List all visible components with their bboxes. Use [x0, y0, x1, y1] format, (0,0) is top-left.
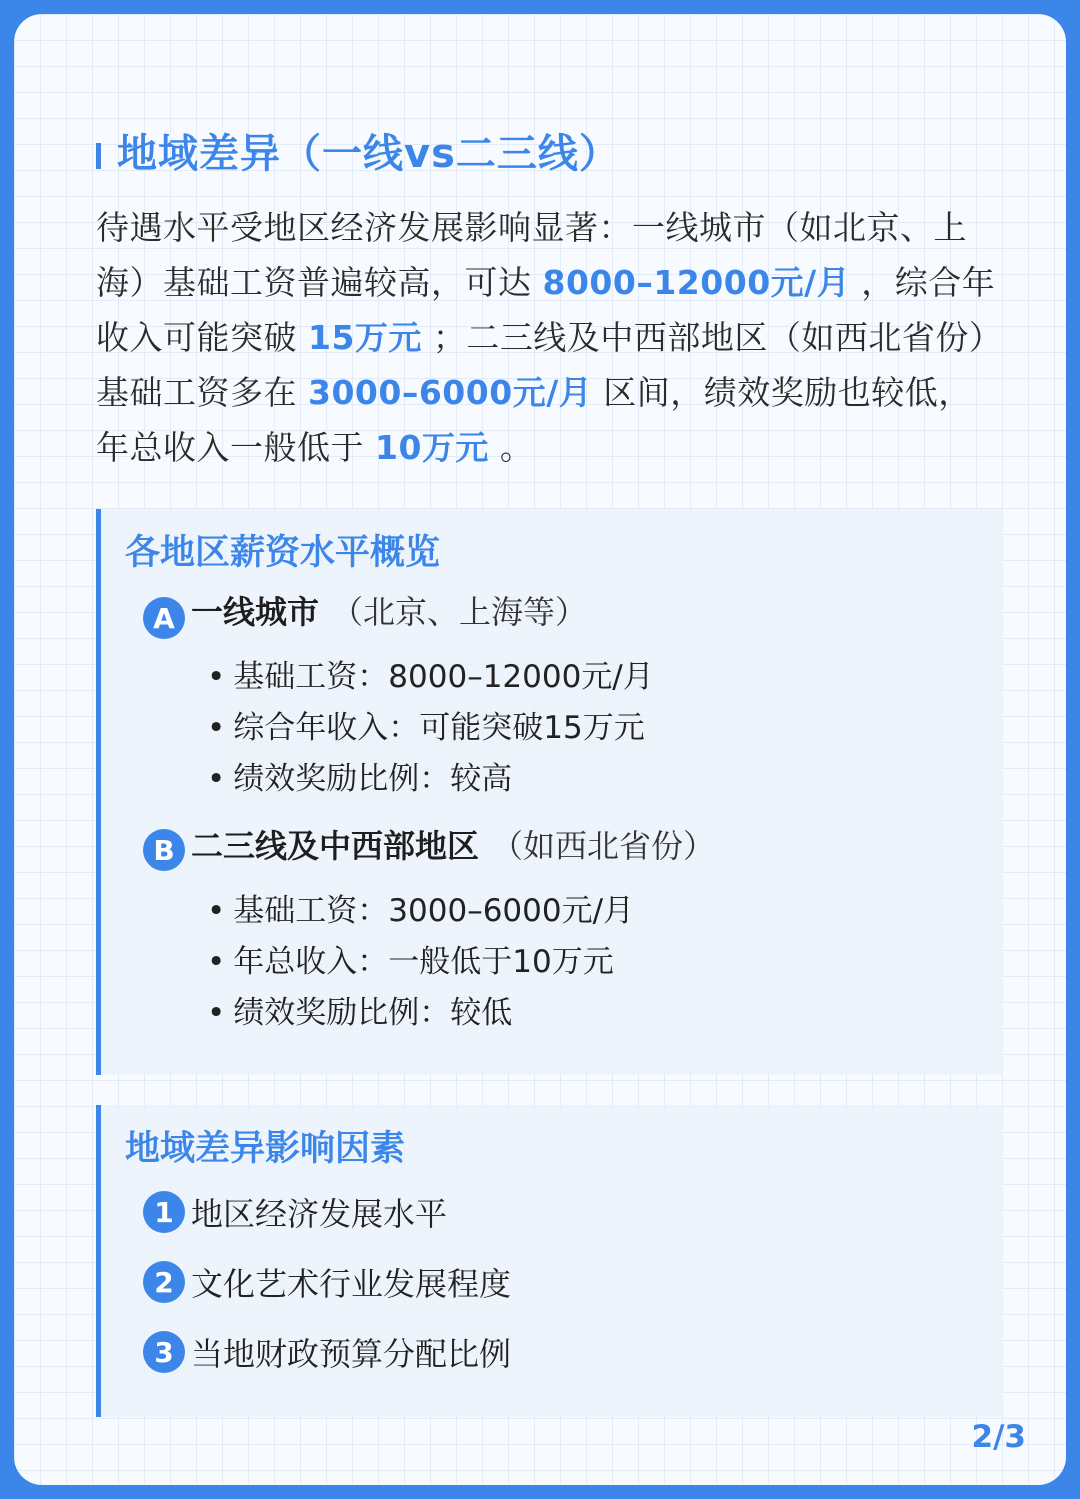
intro-text-2: ，综合年收入可能突破: [96, 263, 996, 357]
factors-panel: [96, 1105, 1003, 1417]
intro-text-3: ；二三线及中西部地区（如西北省份）基础工资多在: [96, 318, 986, 412]
category-name: 一线城市: [191, 593, 320, 631]
factor-item: 地区经济发展水平: [191, 1195, 448, 1233]
salary-overview-panel: [96, 509, 1003, 1075]
intro-highlight-tier23-salary: 3000–6000元/月: [308, 373, 593, 412]
factor-item: 当地财政预算分配比例: [191, 1335, 512, 1373]
list-item: • 绩效奖励比例：较低: [207, 995, 513, 1031]
page-title: 地域差异（一线vs二三线）: [117, 130, 620, 177]
category-heading: [191, 821, 715, 867]
intro-text-4: 区间，绩效奖励也较低，年总收入一般低于: [96, 373, 972, 467]
category-note: （如西北省份）: [491, 827, 716, 865]
card: [14, 14, 1066, 1485]
category-badge-b: B: [143, 829, 185, 871]
title-accent-bar: [96, 143, 101, 169]
page-indicator: 2/3: [971, 1419, 1026, 1455]
category-badge-a: A: [143, 597, 185, 639]
factor-number-badge: 3: [143, 1331, 185, 1373]
list-item-text: 综合年收入：可能突破15万元: [233, 710, 645, 746]
list-item-text: 基础工资：3000–6000元/月: [233, 893, 635, 929]
list-item: • 年总收入：一般低于10万元: [207, 944, 614, 980]
factor-number-badge: 1: [143, 1191, 185, 1233]
intro-highlight-tier1-salary: 8000–12000元/月: [542, 263, 851, 302]
intro-highlight-tier23-annual: 10万元: [375, 428, 489, 467]
intro-text-5: 。: [488, 428, 534, 467]
list-item: • 综合年收入：可能突破15万元: [207, 710, 645, 746]
list-item-text: 绩效奖励比例：较高: [233, 761, 513, 797]
panel-title: 各地区薪资水平概览: [125, 533, 441, 573]
list-item: • 绩效奖励比例：较高: [207, 761, 513, 797]
category-name: 二三线及中西部地区: [191, 827, 480, 865]
intro-text-1: 待遇水平受地区经济发展影响显著：一线城市（如北京、上海）基础工资普遍较高，可达: [96, 208, 967, 302]
list-item-text: 年总收入：一般低于10万元: [233, 944, 614, 980]
intro-paragraph: [96, 200, 996, 475]
category-note: （北京、上海等）: [331, 593, 588, 631]
intro-highlight-tier1-annual: 15万元: [308, 318, 422, 357]
factor-number-badge: 2: [143, 1261, 185, 1303]
section-header: [96, 122, 620, 178]
category-heading: [191, 587, 587, 633]
list-item: • 基础工资：8000–12000元/月: [207, 659, 654, 695]
list-item: • 基础工资：3000–6000元/月: [207, 893, 635, 929]
factor-item: 文化艺术行业发展程度: [191, 1265, 512, 1303]
list-item-text: 基础工资：8000–12000元/月: [233, 659, 654, 695]
list-item-text: 绩效奖励比例：较低: [233, 995, 513, 1031]
panel-title: 地域差异影响因素: [125, 1129, 406, 1169]
